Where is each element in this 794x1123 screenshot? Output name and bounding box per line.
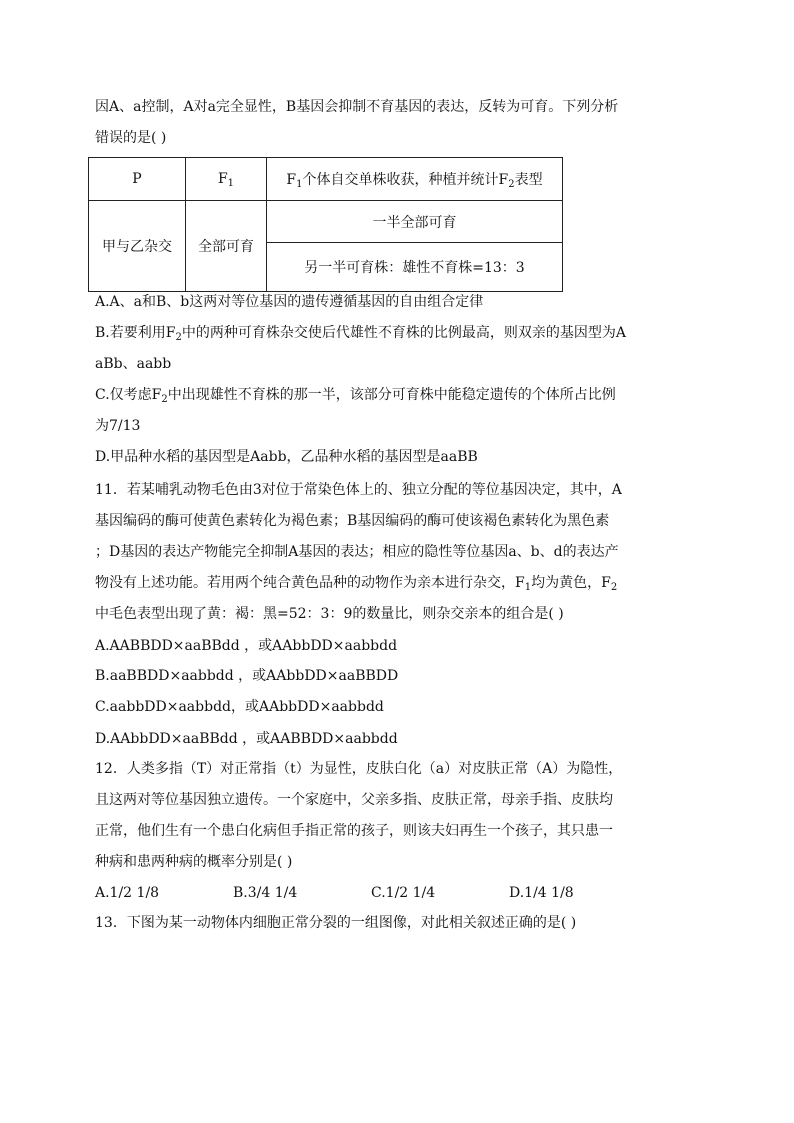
q10-option-d: D.甲品种水稻的基因型是Aabb，乙品种水稻的基因型是aaBB [95,449,478,465]
table-cell-f1: 全部可育 [186,201,267,292]
q10-option-c-line-2: 为7/13 [95,418,141,434]
table-cell-parents: 甲与乙杂交 [89,201,186,292]
q11-line-5: 中毛色表型出现了黄：褐：黑=52：3：9的数量比，则杂交亲本的组合是( ) [95,606,564,622]
q11-line-2: 基因编码的酶可使黄色素转化为褐色素；B基因编码的酶可使该褐色素转化为黑色素 [95,513,610,529]
q11-option-a: A.AABBDD×aaBBdd ，或AAbbDD×aabbdd [95,638,398,654]
q10-option-c-line-1: C.仅考虑$F_2$中出现雄性不育株的那一半，该部分可育株中能稳定遗传的个体所占比例 [95,387,616,405]
q12-line-1: 12．人类多指（T）对正常指（t）为显性，皮肤白化（a）对皮肤正常（A）为隐性， [95,761,623,777]
intro-line-2: 错误的是( ) [95,130,167,146]
q12-line-2: 且这两对等位基因独立遗传。一个家庭中，父亲多指、皮肤正常，母亲手指、皮肤均 [95,792,613,808]
q11-line-4: 物没有上述功能。若用两个纯合黄色品种的动物作为亲本进行杂交，$F_1$均为黄色，$F_2$ [95,575,618,593]
q10-option-b-line-2: aBb、aabb [95,356,172,372]
q12-option-d: D.1/4 1/8 [509,885,574,901]
q12-option-b: B.3/4 1/4 [233,885,298,901]
table-cell-desc-1: 一半全部可育 [267,201,563,243]
q11-line-3: ；D基因的表达产物能完全抑制A基因的表达；相应的隐性等位基因a、b、d的表达产 [95,544,619,560]
table-cell-desc-2: 另一半可育株：雄性不育株=13：3 [267,243,563,292]
q12-line-3: 正常，他们生有一个患白化病但手指正常的孩子，则该夫妇再生一个孩子，其只患一 [95,823,613,839]
q10-option-b-line-1: B.若要利用$F_2$中的两种可育株杂交使后代雄性不育株的比例最高，则双亲的基因型为A [95,325,626,343]
cross-table [88,157,563,292]
q11-option-c: C.aabbDD×aabbdd，或AAbbDD×aabbdd [95,699,384,715]
table-header-f1: $F_1$ [186,158,267,201]
table-header-desc: $F_1$个体自交单株收获，种植并统计$F_2$表型 [267,158,563,201]
q11-line-1: 11．若某哺乳动物毛色由3对位于常染色体上的、独立分配的等位基因决定，其中，A [95,482,622,498]
q12-line-4: 种病和患两种病的概率分别是( ) [95,854,293,870]
table-header-p: P [89,158,186,201]
q10-option-a: A.A、a和B、b这两对等位基因的遗传遵循基因的自由组合定律 [95,294,484,310]
q11-option-d: D.AAbbDD×aaBBdd ，或AABBDD×aabbdd [95,731,398,747]
q12-option-c: C.1/2 1/4 [371,885,436,901]
q11-option-b: B.aaBBDD×aabbdd ，或AAbbDD×aaBBDD [95,668,399,684]
q13-line-1: 13．下图为某一动物体内细胞正常分裂的一组图像，对此相关叙述正确的是( ) [95,915,577,931]
intro-line-1: 因A、a控制，A对a完全显性，B基因会抑制不育基因的表达，反转为可育。下列分析 [95,99,619,115]
q12-option-a: A.1/2 1/8 [95,885,160,901]
